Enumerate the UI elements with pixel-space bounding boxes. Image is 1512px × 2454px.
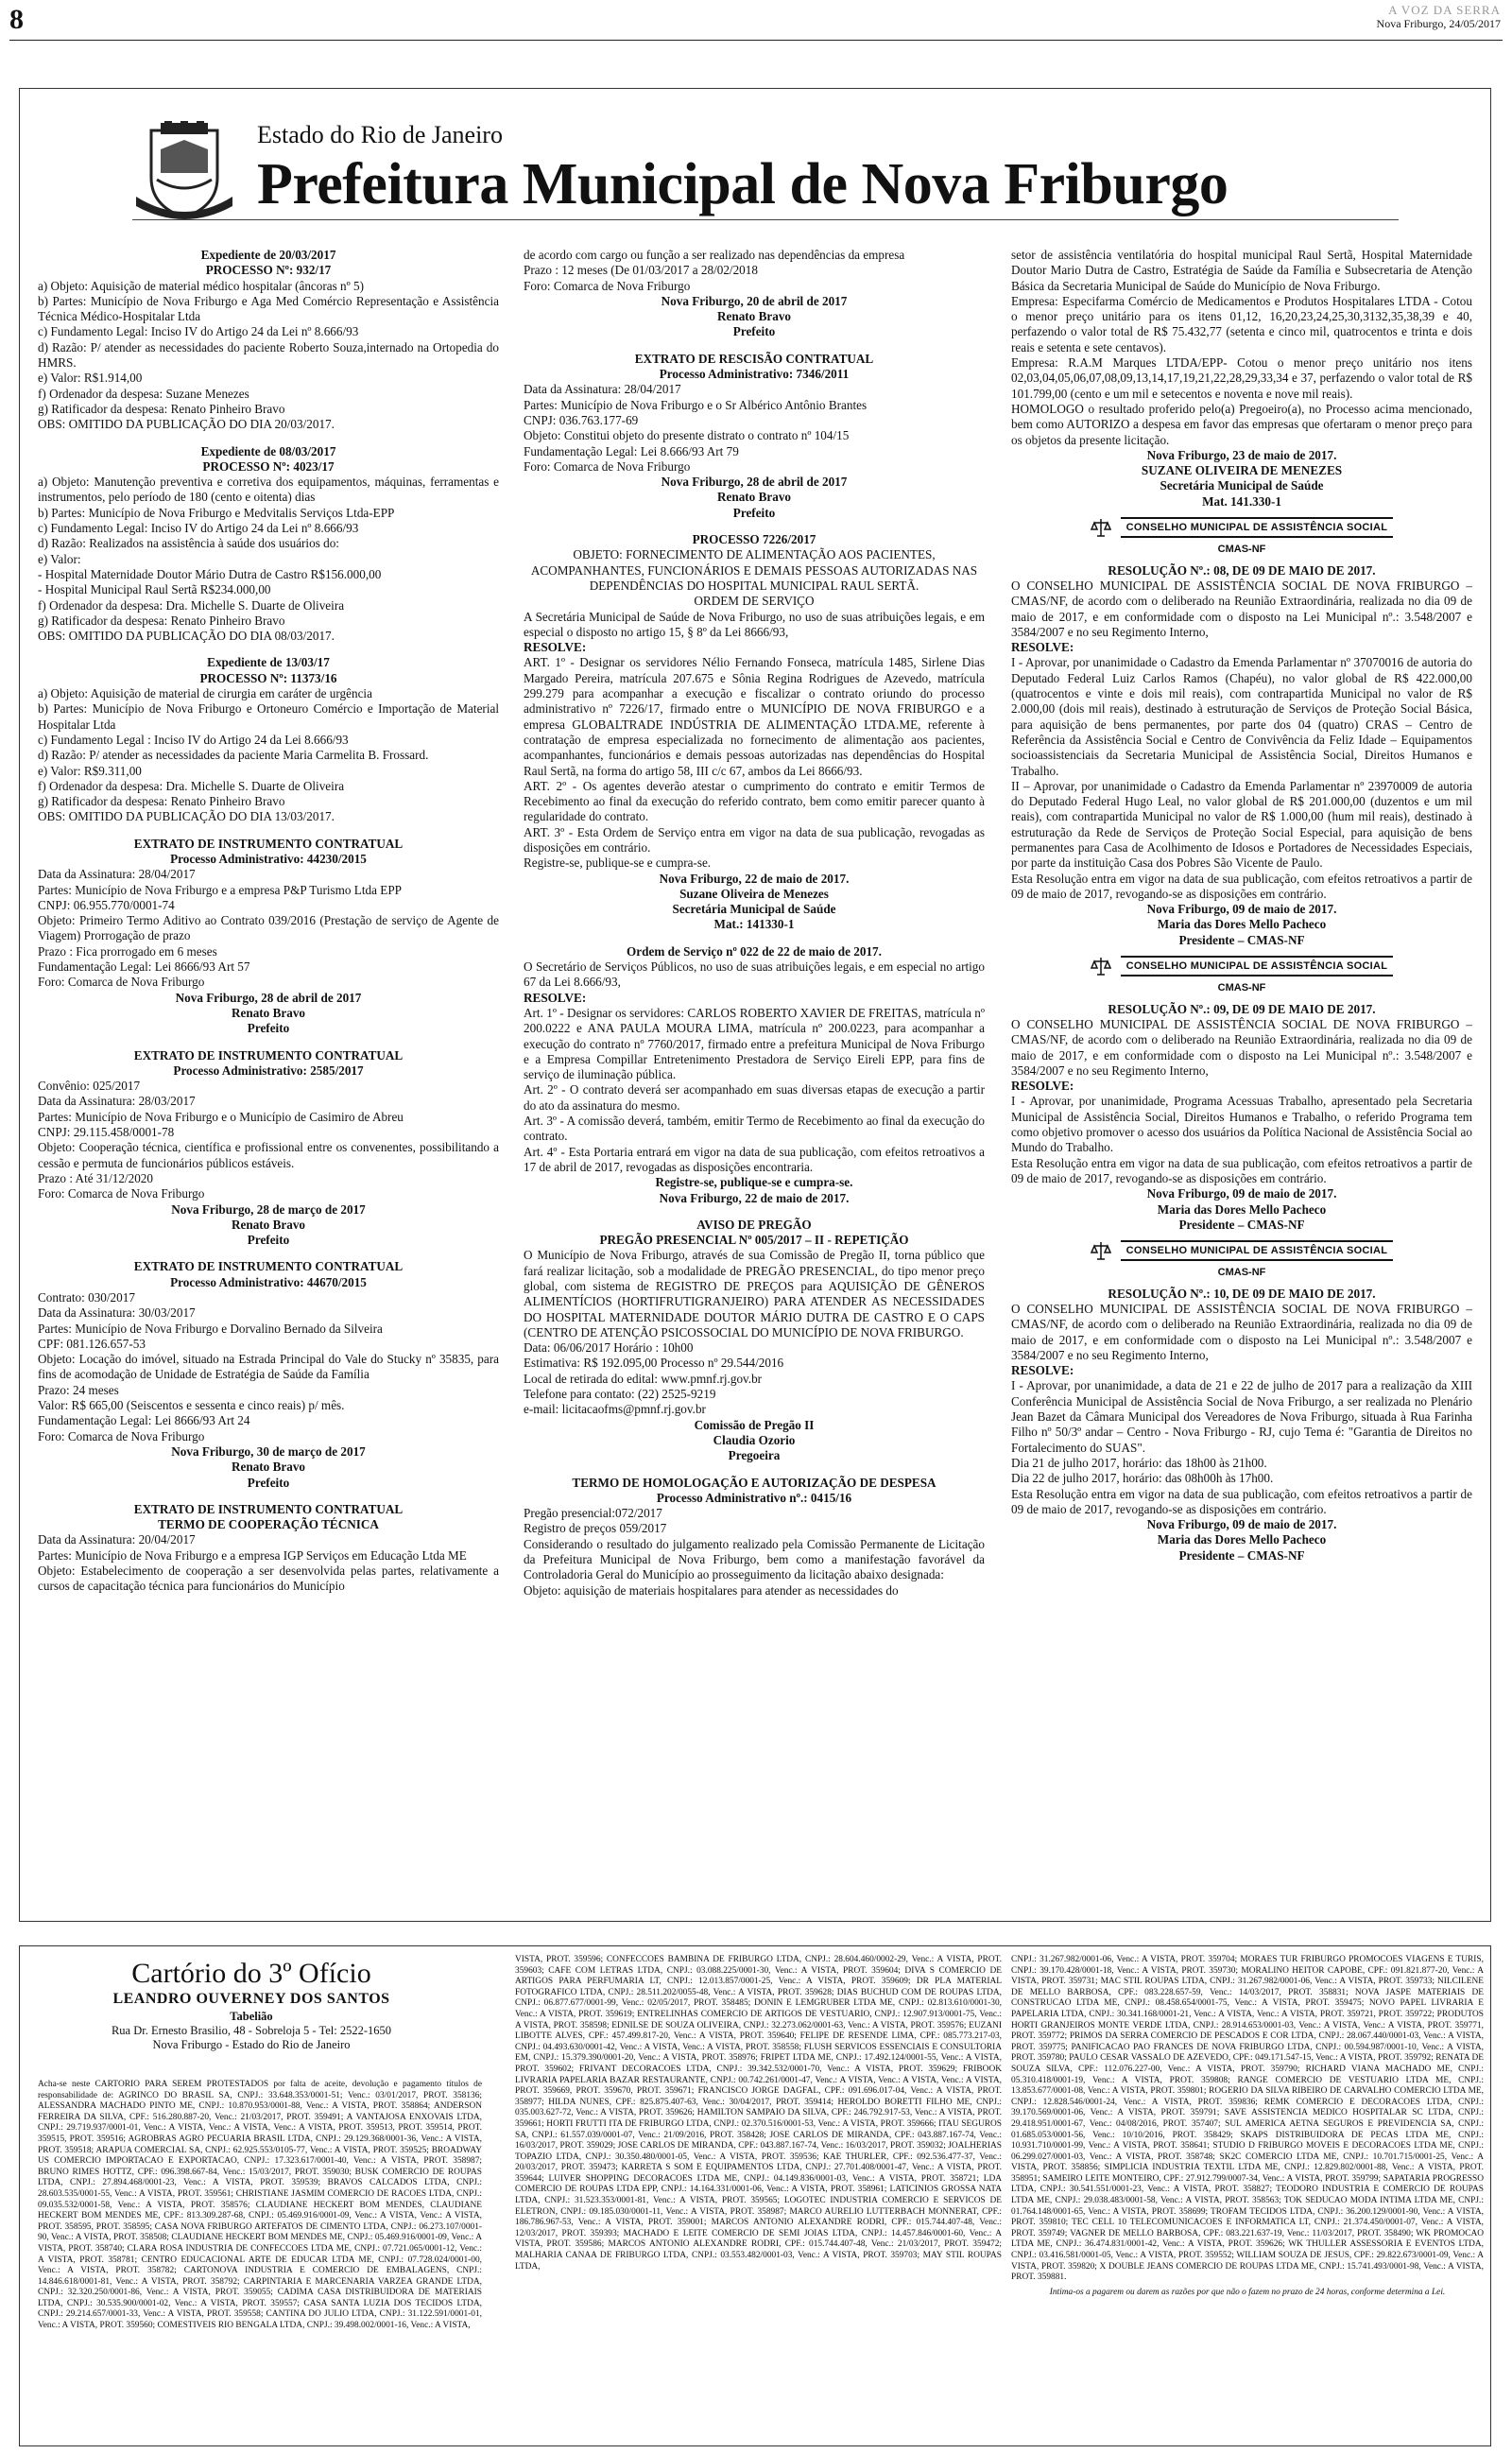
notice-line: Processo Administrativo: 44670/2015 [170,1274,367,1289]
notice-line: Considerando o resultado do julgamento realizado pela Comissão Permanente de Licitação da Prefeitura Municipal de Nova Friburgo, bem como a manifestação favorável da Controladoria Geral do Município ao prosseguimento da licitação abaixo designada: [524,1536,985,1582]
cmas-banner: CONSELHO MUNICIPAL DE ASSISTÊNCIA SOCIAL [1121,1240,1394,1261]
notice-line: Objeto: aquisição de materiais hospitalares para atender as necessidades do [524,1582,899,1598]
notice-line: Valor: R$ 665,00 (Seiscentos e sessenta e cinco reais) p/ mês. [38,1398,345,1413]
notice-line: Prefeito [247,1475,290,1490]
notice-line: Data da Assinatura: 28/04/2017 [524,382,681,397]
cmas-tag: CMAS-NF [1217,1267,1266,1279]
notice-line: Foro: Comarca de Nova Friburgo [38,1186,205,1201]
notice-line: CPF: 081.126.657-53 [38,1336,146,1351]
notice-line: Comissão de Pregão II [694,1417,815,1432]
notice-line: Pregão presencial:072/2017 [524,1506,662,1521]
notice-line: Local de retirada do edital: www.pmnf.rj.gov.br [524,1371,763,1386]
notice-line: Foro: Comarca de Nova Friburgo [38,975,205,990]
notice-line: SUZANE OLIVEIRA DE MENEZES [1141,463,1343,478]
notice-line: Dia 22 de julho 2017, horário: das 08h00h às 17h00. [1011,1471,1274,1486]
notice-line: Maria das Dores Mello Pacheco [1157,1532,1327,1547]
notice-line: c) Fundamento Legal : Inciso IV do Artigo 24 da Lei 8.666/93 [38,732,349,747]
cmas-seal [1011,517,1472,538]
cartorio-role: Tabelião [230,2010,273,2023]
notice-line: A Secretária Municipal de Saúde de Nova Friburgo, no uso de suas atribuições legais, e em especial o disposto no artigo 15, § 8º da Lei 8666/93, [524,609,985,639]
notice-line: Nova Friburgo, 22 de maio de 2017. [659,871,850,886]
notice-line: AVISO DE PREGÃO [696,1217,812,1232]
notice-line: Mat.: 141330-1 [713,917,795,932]
protest-list-column-1 [38,2080,482,2439]
notice-line: I - Aprovar, por unanimidade, Programa Acessuas Trabalho, apresentado pela Secretaria Municipal de Assistência Social, Direitos Humanos e Trabalho, o referido Programa tem como objetivo promover o acesso dos usuários da Política Nacional de Assistência Social ao Mundo do Trabalho. [1011,1094,1472,1155]
notice-line: PROCESSO 7226/2017 [692,532,816,547]
scales-icon [1091,517,1111,538]
resolution-08 [1011,563,1472,948]
notice-line: Prefeito [732,324,776,339]
state-name: Estado do Rio de Janeiro [257,121,503,148]
notice-line: OBJETO: FORNECIMENTO DE ALIMENTAÇÃO AOS PACIENTES, ACOMPANHANTES, FUNCIONÁRIOS E DEMAIS PESSOAS AUTORIZADAS NAS DEPENDÊNCIAS DO HOSPITAL MUNICIPAL RAUL SERTÃ. [530,547,978,593]
notice-line: Registro de preços 059/2017 [524,1521,667,1536]
cartorio-notary-name: LEANDRO OUVERNEY DOS SANTOS [112,1991,390,2007]
page-number: 8 [9,4,24,35]
coat-of-arms-icon [132,121,236,223]
notice-line: Presidente – CMAS-NF [1178,932,1305,947]
notice-line: Prefeito [247,1021,290,1036]
notice-line: O CONSELHO MUNICIPAL DE ASSISTÊNCIA SOCIAL DE NOVA FRIBURGO – CMAS/NF, de acordo com o deliberado na Reunião Extraordinária, realizada no dia 09 de maio de 2017, e em conformidade com o disposto na Lei Municipal nº.: 3.548/2007 e 3584/2007 e no seu Regimento Interno, [1011,578,1472,639]
notice-line: PROCESSO Nº: 932/17 [205,263,332,278]
notice-line: Registre-se, publique-se e cumpra-se. [655,1175,853,1190]
notice-line: Presidente – CMAS-NF [1178,1547,1305,1563]
notice-line: c) Fundamento Legal: Inciso IV do Artigo 24 da Lei nº 8.666/93 [38,324,359,339]
cmas-seal [1011,956,1472,976]
notice-line: b) Partes: Município de Nova Friburgo e Ortoneuro Comércio e Importação de Material Hospitalar Ltda [38,701,499,732]
notice-line: b) Partes: Município de Nova Friburgo e Medvitalis Serviços Ltda-EPP [38,505,395,520]
notice-line: Fundamentação Legal: Lei 8666/93 Art 24 [38,1413,250,1428]
protest-list-column-2 [515,1955,1002,2442]
notice-column-2 [524,248,985,1892]
notice-line: Art. 1º - Designar os servidores: CARLOS ROBERTO XAVIER DE FREITAS, matrícula nº 200.0222 e ANA PAULA MOURA LIMA, matrícula nº 200.0223, para acompanhar a execução do contrato nº 7760/2017, firmado entre a prefeitura Municipal de Nova Friburgo e a Empresa Compillar Entretenimento Prestadora de Serviço Eireli EPP, para fins de serviço de iluminação pública. [524,1005,985,1082]
notice-line: Nova Friburgo, 28 de abril de 2017 [661,475,848,490]
notice-line: O CONSELHO MUNICIPAL DE ASSISTÊNCIA SOCIAL DE NOVA FRIBURGO – CMAS/NF, de acordo com o deliberado na Reunião Extraordinária, realizada no dia 09 de maio de 2017, e em conformidade com o disposto na Lei Municipal nº.: 3.548/2007 e 3584/2007 e no seu Regimento Interno, [1011,1302,1472,1362]
notice-line: Renato Bravo [716,309,792,324]
notice-line: CNPJ: 06.955.770/0001-74 [38,897,175,912]
notice-line: Nova Friburgo, 22 de maio de 2017. [659,1190,850,1205]
notice-line: EXTRATO DE INSTRUMENTO CONTRATUAL [133,836,404,851]
notice-line: Maria das Dores Mello Pacheco [1157,917,1327,932]
notice-line: Nova Friburgo, 28 de abril de 2017 [175,990,362,1005]
notice-line: d) Razão: Realizados na assistência à saúde dos usuários do: [38,536,339,551]
notice-line: Partes: Município de Nova Friburgo e o Município de Casimiro de Abreu [38,1109,404,1124]
notice-line: Objeto: Cooperação técnica, científica e profissional entre os convenentes, possibilitando a cessão e permuta de funcionários públicos estáveis. [38,1140,499,1170]
notice-line: Expediente de 08/03/2017 [200,443,336,458]
notice-line: e) Valor: R$9.311,00 [38,763,142,778]
notice-line: Esta Resolução entra em vigor na data de sua publicação, com efeitos retroativos a partir de 09 de maio de 2017, revogando-se as disposições em contrário. [1011,1486,1472,1516]
notice-line: Prazo : Fica prorrogado em 6 meses [38,943,217,959]
notice-line: EXTRATO DE INSTRUMENTO CONTRATUAL [133,1259,404,1274]
notice-line: PROCESSO Nº: 11373/16 [199,670,337,685]
notice-line: Processo Administrativo: 2585/2017 [173,1063,364,1078]
notice-line: Ordem de Serviço nº 022 de 22 de maio de 2017. [627,943,882,959]
notice-line: a) Objeto: Manutenção preventiva e corretiva dos equipamentos, máquinas, ferramentas e instrumentos, pelo período de 180 (cento e oitenta) dias [38,475,499,505]
newspaper-header [1377,4,1501,30]
scales-icon [1091,956,1111,976]
notice-line: Expediente de 20/03/2017 [200,248,336,262]
notice-line: II – Aprovar, por unanimidade o Cadastro da Emenda Parlamentar nº 23970009 de autoria do Deputado Federal Hugo Leal, no valor global de R$ 201.000,00 (duzentos e um mil reais), com contrapartida Municipal no valor de R$ 1.000,00 (hum mil reais), destinado à estruturação da Rede de Serviços de Proteção Social Especial, para aquisição de bens permanentes para Casa de Acolhimento de Idosos e Portadores de Necessidades Especiais, por parte da instituição Casa dos Pobres São Vicente de Paulo. [1011,778,1472,871]
notice-line: Prefeito [247,1233,290,1248]
notice-line: RESOLVE: [1011,640,1074,655]
notice-column-3 [1011,248,1472,1892]
notice-line: Esta Resolução entra em vigor na data de sua publicação, com efeitos retroativos a partir de 09 de maio de 2017, revogando-se as disposições em contrário. [1011,871,1472,901]
notice-line: Nova Friburgo, 30 de março de 2017 [171,1443,366,1459]
notice-line: Partes: Município de Nova Friburgo e o Sr Albérico Antônio Brantes [524,397,868,412]
notice-line: Presidente – CMAS-NF [1178,1217,1305,1232]
notice-line: ART. 3º - Esta Ordem de Serviço entra em vigor na data de sua publicação, revogadas as disposições em contrário. [524,824,985,855]
notice-line: Fundamentação Legal: Lei 8.666/93 Art 79 [524,443,739,458]
cmas-tag: CMAS-NF [1217,982,1266,994]
notice-line: ART. 1º - Designar os servidores Nélio Fernando Fonseca, matrícula 1485, Sirlene Dias Margado Pereira, matrícula 207.675 e Sônia Regina Rodrigues de Azevedo, matrícula 299.279 para acompanhar a execução e fiscalizar o contrato oriundo do processo administrativo nº 7226/17, firmado entre o MUNICÍPIO DE NOVA FRIBURGO e a empresa GLOBALTRADE INDÚSTRIA DE ALIMENTAÇÃO LTDA.ME, referente à contratação de empresa especializada no fornecimento de alimentação aos pacientes, acompanhantes, funcionários e demais pessoas autorizadas nas dependências do Hospital Raul Sertã, na forma do artigo 58, III c/c 67, ambos da Lei 8666/93. [524,655,985,778]
notice-line: Partes: Município de Nova Friburgo e a empresa P&P Turismo Ltda EPP [38,882,402,897]
notice-line: O Secretário de Serviços Públicos, no uso de suas atribuições legais, e em especial no artigo 67 da Lei 8.666/93, [524,959,985,990]
cartorio-title: Cartório do 3º Ofício [131,1958,371,1989]
notice-line: Prefeito [732,505,776,520]
notice-line: a) Objeto: Aquisição de material médico hospitalar (âncoras nº 5) [38,278,365,293]
resolution-10 [1011,1287,1472,1564]
newspaper-brand: A VOZ DA SERRA [1388,3,1501,17]
notice-line: b) Partes: Município de Nova Friburgo e Aga Med Comércio Representação e Assistência Técnica Médico-Hospitalar Ltda [38,293,499,324]
notice-line: a) Objeto: Aquisição de material de cirurgia em caráter de urgência [38,686,372,701]
notice-line: Art. 3º - A comissão deverá, também, emitir Termo de Recebimento ao final da execução do contrato. [524,1114,985,1144]
notice-line: Foro: Comarca de Nova Friburgo [524,278,691,293]
protest-footer: Intima-os a pagarem ou darem as razões por que não o fazem no prazo de 24 horas, conforme determina a Lei. [1049,2287,1446,2297]
notice-line: Empresa: Especifarma Comércio de Medicamentos e Produtos Hospitalares LTDA - Cotou o menor preço unitário para os itens 01,12, 16,20,23,24,25,30,3132,35,38,39 e 40, perfazendo o valor total de R$ 75.432,77 (setenta e cinco mil, quatrocentos e trinta e dois reais e setenta e sete centavos). [1011,293,1472,354]
notice-line: Registre-se, publique-se e cumpra-se. [524,855,712,871]
notice-line: Suzane Oliveira de Menezes [679,886,829,901]
notice-line: TERMO DE COOPERAÇÃO TÉCNICA [158,1517,379,1532]
notice-line: e) Valor: [38,551,81,566]
notice-line: Objeto: Locação do imóvel, situado na Estrada Principal do Vale do Stucky nº 35835, para fins de acomodação de Unidade de Estratégia de Saúde da Família [38,1352,499,1382]
notice-line: ART. 2º - Os agentes deverão atestar o cumprimento do contrato e emitir Termos de Recebimento ao final da execução do referido contrato, bem como emitir parecer quanto à regularidade do contrato. [524,778,985,824]
homologation-continued [1011,248,1472,510]
notice-line: OBS: OMITIDO DA PUBLICAÇÃO DO DIA 20/03/2017. [38,417,335,432]
notice-line: Nova Friburgo, 09 de maio de 2017. [1146,1186,1337,1201]
protest-list-text: CNPJ.: 31.267.982/0001-06, Venc.: A VISTA, PROT. 359704; MORAES TUR FRIBURGO PROMOCOES VIAGENS E TURIS, CNPJ.: 39.170.428/0001-18, Venc.: A VISTA, PROT. 359730; MORALINO HEITOR CAPOBE, CPF.: 091.821.877-20, Venc.: A VISTA, PROT. 359731; MAC STIL ROUPAS LTDA, CNPJ.: 31.267.982/0001-06, Venc.: A VISTA, PROT. 359733; NILCILENE DE MELLO BARBOSA, CPF.: 083.228.657-59, Venc.: 14/03/2017, PROT. 358831; NOVA JASPE MATERIAIS DE CONSTRUCAO LTDA ME, CNPJ.: 08.458.654/0001-75, Venc.: A VISTA, PROT. 359475; NOVO PAPEL LIVRARIA E PAPELARIA LTDA, CNPJ.: 30.341.168/0001-21, Venc.: A VISTA, Venc.: A VISTA, PROT. 359721, PROT. 359722; PRODUTOS HORTI GRANJEIROS MONTE VERDE LTDA, CNPJ.: 28.914.653/0001-03, Venc.: A VISTA, Venc.: A VISTA, PROT. 359771, PROT. 359772; PRIMOS DA SERRA COMERCIO DE PESCADOS E COR LTDA, CNPJ.: 28.067.440/0001-03, Venc.: A VISTA, PROT. 359775; PANIFICACAO PAO FRANCES DE NOVA FRIBURGO LTDA, CNPJ.: 00.594.987/0001-10, Venc.: A VISTA, PROT. 359780; PAULO CESAR VASSALO DE AZEVEDO, CPF.: 049.171.547-15, Venc.: A VISTA, PROT. 359792; RENATA DE SOUZA SILVA, CPF.: 112.076.227-00, Venc.: A VISTA, PROT. 359790; RICHARD VIANA MACHADO ME, CNPJ.: 05.310.418/0001-19, Venc.: A VISTA, PROT. 359808; RANGE COMERCIO DE VESTUARIO LTDA ME, CNPJ.: 13.853.677/0001-08, Venc.: A VISTA, PROT. 359801; ROGERIO DA SILVA RIBEIRO DE CARVALHO COMERCIO LTDA ME, CNPJ.: 12.828.546/0001-24, Venc.: A VISTA, PROT. 359836; REMK COMERCIO E DECORACOES LTDA, CNPJ.: 39.170.569/0001-06, Venc.: A VISTA, PROT. 359791; SAVE ASSISTENCIA MEDICO HOSPITALAR SC LTDA, CNPJ.: 29.418.951/0001-67, Venc.: 04/08/2016, PROT. 357407; SUL AMERICA AETNA SEGUROS E PREVIDENCIA SA, CNPJ.: 01.685.053/0001-56, Venc.: 10/10/2016, PROT. 358429; SKAPS DISTRIBUIDORA DE PECAS LTDA ME, CNPJ.: 10.931.710/0001-99, Venc.: A VISTA, PROT. 358641; STUDIO D FRIBURGO MOVEIS E DECORACOES LTDA ME, CNPJ.: 06.299.027/0001-03, Venc.: A VISTA, PROT. 358748; SK2C COMERCIO LTDA ME, CNPJ.: 10.701.715/0001-25, Venc.: A VISTA, PROT. 358856; SIMPLICIA INDUSTRIA TEXTIL LTDA ME, CNPJ.: 12.829.802/0001-88, Venc.: A VISTA, PROT. 358951; SAMEIRO LEITE MONTEIRO, CPF.: 27.912.799/0007-34, Venc.: A VISTA, PROT. 359799; SAPATARIA PROGRESSO LTDA, CNPJ.: 30.541.551/0001-23, Venc.: A VISTA, PROT. 358827; TEODORO INDUSTRIA E COMERCIO DE ROUPAS LTDA ME, CNPJ.: 29.038.483/0001-58, Venc.: A VISTA, PROT. 358563; TOK SEDUCAO MODA INTIMA LTDA ME, CNPJ.: 01.764.148/0001-65, Venc.: A VISTA, PROT. 358699; TROFAM TECIDOS LTDA, CNPJ.: 36.200.129/0001-90, Venc.: A VISTA, PROT. 359810; TEC CELL 10 TELECOMUNICACOES E INFORMATICA LT, CNPJ.: 21.374.450/0001-07, Venc.: A VISTA, PROT. 359749; VAGNER DE MELLO BARBOSA, CPF.: 083.221.637-19, Venc.: 11/03/2017, PROT. 358490; WK PROMOCAO LTDA ME, CNPJ.: 36.474.831/0001-42, Venc.: A VISTA, PROT. 359626; WK THULLER ASSESSORIA E EVENTOS LTDA, CNPJ.: 03.416.581/0001-05, Venc.: A VISTA, PROT. 359552; WILLIAM SOUZA DE JESUS, CPF.: 29.822.673/0001-09, Venc.: A VISTA, PROT. 359820; X DOUBLE JEANS COMERCIO DE ROUPAS LTDA ME, CNPJ.: 15.741.493/0001-98, Venc.: A VISTA, PROT. 359881. [1011,1955,1484,2283]
notice-line: EXTRATO DE INSTRUMENTO CONTRATUAL [133,1047,404,1063]
protest-list-text: Acha-se neste CARTÓRIO PARA SEREM PROTESTADOS por falta de aceite, devolução e pagamento títulos de responsabilidade de: AGRINCO DO BRASIL SA, CNPJ.: 33.648.353/0001-51; Venc.: 03/01/2017, PROT. 358136; ALESSANDRA MACHADO PINTO ME, CNPJ.: 10.870.953/0001-88, Venc.: A VISTA, PROT. 358864; ANDERSON FERREIRA DA SILVA, CPF.: 516.280.887-20, Venc.: 21/03/2017, PROT. 359491; A VANTAJOSA ENXOVAIS LTDA, CNPJ.: 29.719.937/0001-01, Venc.: A VISTA, Venc.: A VISTA, Venc.: A VISTA, PROT. 359513, PROT. 359514, PROT. 359515, PROT. 359516; AGROBRAS AGRO PECUARIA BRASIL LTDA, CNPJ.: 29.129.368/0001-36, Venc.: A VISTA, PROT. 359518; ARAPUA COMERCIAL SA, CNPJ.: 62.925.553/0105-77, Venc.: A VISTA, PROT. 359525; BROADWAY US COMERCIO IMPORTACAO E EXPORTACAO, CNPJ.: 17.323.617/0001-40, Venc.: A VISTA, PROT. 358987; BRUNO RIMES HOTTZ, CPF.: 096.398.667-84, Venc.: 15/03/2017, PROT. 359030; BUSK COMERCIO DE ROUPAS LTDA, CNPJ.: 27.894.468/0001-23, Venc.: A VISTA, PROT. 359539; BRAVOS CALCADOS LTDA, CNPJ.: 28.603.535/0001-55, Venc.: A VISTA, PROT. 359561; CHRISTIANE JASMIM COMERCIO DE RACOES LTDA, CNPJ.: 09.035.532/0001-58, Venc.: A VISTA, PROT. 358576; CLAUDIANE HECKERT BOM MENDES, CLAUDIANE HECKERT BOM MENDES ME, CPF.: 813.309.287-68, CNPJ.: 05.469.916/0001-09, Venc.: A VISTA, Venc.: A VISTA, PROT. 358595, PROT. 358595; CASA NOVA FRIBURGO ARTEFATOS DE CIMENTO LTDA, CNPJ.: 06.273.107/0001-90, Venc.: A VISTA, PROT. 358508; CLAUDIANE HECKERT BOM MENDES ME, CNPJ.: 05.469.916/0001-09, Venc.: A VISTA, PROT. 358740; CLARA ROSA INDUSTRIA DE CONFECCOES LTDA ME, CNPJ.: 07.721.065/0001-12, Venc.: A VISTA, PROT. 358781; CENTRO EDUCACIONAL ARTE DE EDUCAR LTDA ME, CNPJ.: 07.728.024/0001-00, Venc.: A VISTA, PROT. 358782; CARTONOVA INDUSTRIA E COMERCIO DE EMBALAGENS, CNPJ.: 14.846.618/0001-81, Venc.: A VISTA, PROT. 358792; CARPINTARIA E MARCENARIA VARZEA GRANDE LTDA, CNPJ.: 32.320.250/0001-86, Venc.: A VISTA, PROT. 359055; CADIMA CASA DISTRIBUIDORA DE MATERIAIS LTDA, CNPJ.: 30.535.900/0001-02, Venc.: A VISTA, PROT. 359557; CASA SANTA LUZIA DOS TECIDOS LTDA, CNPJ.: 29.214.657/0001-33, Venc.: A VISTA, PROT. 359558; CANTINA DO JULIO LTDA, CNPJ.: 31.122.591/0001-01, Venc.: A VISTA, PROT. 359560; COMESTIVEIS RIO BENGALA LTDA, CNPJ.: 39.498.002/0001-16, Venc.: A VISTA, [38,2080,482,2331]
notice-line: CNPJ: 29.115.458/0001-78 [38,1125,175,1140]
cartorio-city: Nova Friburgo - Estado do Rio de Janeiro [152,2038,351,2051]
notice-line: RESOLVE: [524,990,587,1005]
notice-line: Nova Friburgo, 20 de abril de 2017 [661,293,848,308]
notice-line: Foro: Comarca de Nova Friburgo [38,1428,205,1443]
notice-line: c) Fundamento Legal: Inciso IV do Artigo 24 da Lei nº 8.666/93 [38,521,359,536]
notice-line: OBS: OMITIDO DA PUBLICAÇÃO DO DIA 08/03/2017. [38,629,335,644]
cartorio-address: Rua Dr. Ernesto Brasilio, 48 - Sobreloja 5 - Tel: 2522-1650 [111,2024,392,2037]
notice-line: e) Valor: R$1.914,00 [38,371,143,386]
notice-line: Nova Friburgo, 09 de maio de 2017. [1146,902,1337,917]
notice-line: Secretária Municipal de Saúde [672,902,836,917]
notice-line: Art. 2º - O contrato deverá ser acompanhado em suas diversas etapas de execução a partir do ato da assinatura do mesmo. [524,1082,985,1113]
notice-line: RESOLVE: [1011,1079,1074,1094]
notice-line: Art. 4º - Esta Portaria entrará em vigor na data de sua publicação, com efeitos retroativos a 17 de abril de 2017, revogadas as disposições encontraria. [524,1144,985,1174]
notice-line: Processo Administrativo: 7346/2011 [659,367,850,382]
notice-line: Claudia Ozorio [713,1432,796,1447]
notice-line: Maria das Dores Mello Pacheco [1157,1201,1327,1217]
notice-line: f) Ordenador da despesa: Suzane Menezes [38,386,249,401]
notice-line: RESOLVE: [1011,1363,1074,1378]
cmas-banner: CONSELHO MUNICIPAL DE ASSISTÊNCIA SOCIAL [1121,517,1394,538]
notice-line: PREGÃO PRESENCIAL Nº 005/2017 – II - REPETIÇÃO [599,1233,909,1248]
notice-line: Renato Bravo [716,490,792,505]
notice-line: Data: 06/06/2017 Horário : 10h00 [524,1340,694,1356]
cartorio-contact [34,2010,469,2052]
notice-line: Partes: Município de Nova Friburgo e a empresa IGP Serviços em Educação Ltda ME [38,1547,467,1563]
notice-line: - Hospital Municipal Raul Sertã R$234.000,00 [38,582,271,597]
notice-line: RESOLUÇÃO Nº.: 10, DE 09 DE MAIO DE 2017. [1108,1286,1376,1301]
notice-line: de acordo com cargo ou função a ser realizado nas dependências da empresa [524,248,905,262]
notice-line: RESOLUÇÃO Nº.: 08, DE 09 DE MAIO DE 2017. [1108,562,1376,578]
protest-list-column-3 [1011,1955,1484,2442]
notice-line: d) Razão: P/ atender as necessidades da paciente Maria Carmelita B. Frossard. [38,748,429,763]
notice-line: g) Ratificador da despesa: Renato Pinheiro Bravo [38,794,285,809]
notice-line: Nova Friburgo, 09 de maio de 2017. [1146,1517,1337,1532]
notice-line: Foro: Comarca de Nova Friburgo [524,458,691,474]
notice-line: Esta Resolução entra em vigor na data de sua publicação, com efeitos retroativos a partir de 09 de maio de 2017, revogando-se as disposições em contrário. [1011,1155,1472,1185]
notice-line: Objeto: Constitui objeto do presente distrato o contrato nº 104/15 [524,428,850,443]
notice-line: Nova Friburgo, 28 de março de 2017 [171,1201,366,1217]
notice-line: f) Ordenador da despesa: Dra. Michelle S. Duarte de Oliveira [38,597,345,613]
notice-line: PROCESSO Nº: 4023/17 [202,458,335,474]
notice-line: Nova Friburgo, 23 de maio de 2017. [1146,447,1337,462]
notice-line: Renato Bravo [231,1460,306,1475]
notice-line: Contrato: 030/2017 [38,1290,135,1305]
notice-line: RESOLVE: [524,640,587,655]
cmas-tag: CMAS-NF [1217,544,1266,556]
notice-line: Processo Administrativo nº.: 0415/16 [656,1490,852,1505]
notice-line: Secretária Municipal de Saúde [1160,478,1324,493]
masthead-title: Prefeitura Municipal de Nova Friburgo [257,152,1228,216]
notice-line: Empresa: R.A.M Marques LTDA/EPP- Cotou o menor preço unitário nos itens 02,03,04,05,06,07,08,09,13,14,17,19,21,22,28,29,33,34 e 37, perfazendo o valor total de R$ 101.799,00 (cento e um mil e setecentos e noventa e nove mil reais). [1011,355,1472,401]
notice-line: EXTRATO DE INSTRUMENTO CONTRATUAL [133,1501,404,1516]
notice-line: I - Aprovar, por unanimidade o Cadastro da Emenda Parlamentar nº 37070016 de autoria do Deputado Federal Luiz Carlos Ramos (Chapéu), no valor global de R$ 422.000,00 (quatrocentos e vinte e dois mil reais), com contrapartida Municipal no valor de R$ 2.000,00 (dois mil reais), destinado à estruturação de Serviços de Proteção Social Básica, para aquisição de bens permanentes, por parte dos 04 (quatro) CRAS – Centro de Referência da Assistência Social e Centro de Convivência da Feliz Idade – Equipamentos socioassistenciais da Secretaria Municipal de Assistência Social, Direitos Humanos e Trabalho. [1011,655,1472,778]
cmas-banner: CONSELHO MUNICIPAL DE ASSISTÊNCIA SOCIAL [1121,956,1394,976]
notice-column-1 [38,248,499,1892]
resolution-09 [1011,1002,1472,1233]
notice-line: g) Ratificador da despesa: Renato Pinheiro Bravo [38,401,285,416]
notice-line: Data da Assinatura: 28/04/2017 [38,867,196,882]
masthead-divider [132,219,1399,220]
notice-line: RESOLUÇÃO Nº.: 09, DE 09 DE MAIO DE 2017. [1108,1001,1376,1016]
protest-list-text: VISTA, PROT. 359596; CONFECCOES BAMBINA DE FRIBURGO LTDA, CNPJ.: 28.604.460/0002-29, Venc.: A VISTA, PROT. 359603; CAFE COM LETRAS LTDA, CNPJ.: 03.088.225/0001-30, Venc.: A VISTA, PROT. 359604; DIVA S COMERCIO DE ARTIGOS PARA PERFUMARIA LT, CNPJ.: 12.013.857/0001-25, Venc.: A VISTA, PROT. 359609; DR PLA MATERIAL FOTOGRAFICO LTDA, CNPJ.: 28.511.202/0055-48, Venc.: A VISTA, PROT. 359628; DIAS BUCHUD COM DE ROUPAS LTDA, CNPJ.: 06.877.677/0001-99, Venc.: 02/05/2017, PROT. 358485; DONIN E LEMGRUBER LTDA ME, CNPJ.: 02.813.610/0001-30, Venc.: A VISTA, PROT. 359619; ENTRELINHAS COMERCIO DE ARTIGOS DE VESTUARIO, CNPJ.: 12.907.913/0001-75, Venc.: A VISTA, PROT. 358598; EDNILSE DE SOUZA OLIVEIRA, CNPJ.: 32.273.062/0001-63, Venc.: A VISTA, PROT. 359576; EUZANI LIBOTTE ALVES, CPF.: 457.499.817-20, Venc.: A VISTA, PROT. 359640; FELIPE DE RESENDE LIMA, CPF.: 085.773.217-03, CNPJ.: 04.493.630/0001-42, Venc.: A VISTA, Venc.: A VISTA, PROT. 358558; FLUSH SERVICOS ESSENCIAIS E CONSULTORIA EM, CNPJ.: 15.379.390/0001-20, Venc.: A VISTA, PROT. 358976; FRIPET LTDA ME, CNPJ.: 17.492.124/0001-55, Venc.: A VISTA, PROT. 359602; FRIVANT DECORACOES LTDA, CNPJ.: 39.342.532/0001-70, Venc.: A VISTA, PROT. 359629; FRIBOOK LIVRARIA PAPELARIA BAZAR RESTAURANTE, CNPJ.: 00.742.261/0001-47, Venc.: A VISTA, Venc.: A VISTA, Venc.: A VISTA, PROT. 359669, PROT. 359670, PROT. 359671; FRANCISCO JORGE DAGFAL, CPF.: 091.696.017-04, Venc.: A VISTA, PROT. 358977; HILDA NUNES, CPF.: 825.875.407-63, Venc.: 30/04/2017, PROT. 359414; HEROLDO BORETTI FILHO ME, CNPJ.: 035.003.627-72, Venc.: A VISTA, PROT. 359626; HAMILTON SAMPAIO DA SILVA, CPF.: 246.792.917-53, Venc.: A VISTA, PROT. 359661; HORTI FRUTTI ITA DE FRIBURGO LTDA, CNPJ.: 02.370.516/0001-53, Venc.: A VISTA, PROT. 359666; ITAU SEGUROS SA, CNPJ.: 61.557.039/0001-07, Venc.: 21/09/2016, PROT. 358428; JOSE CARLOS DE MIRANDA, CPF.: 043.887.167-74, Venc.: 16/03/2017, PROT. 359029; JOSE CARLOS DE MIRANDA, CPF.: 043.887.167-74, Venc.: 16/03/2017, PROT. 359032; JOALHERIAS TOPAZIO LTDA, CNPJ.: 30.350.480/0001-05, Venc.: A VISTA, PROT. 359536; KAE THURLER, CPF.: 092.536.477-37, Venc.: 20/03/2017, PROT. 359473; KARRETA S SOM E EQUIPAMENTOS LTDA, CNPJ.: 27.701.408/0001-47, Venc.: A VISTA, PROT. 359644; LUIVER SHOPPING DECORACOES LTDA ME, CNPJ.: 04.149.836/0001-03, Venc.: A VISTA, PROT. 358721; LDA COMERCIO DE ROUPAS LTDA EPP, CNPJ.: 14.164.331/0001-06, Venc.: A VISTA, PROT. 358961; LATICINIOS GROSSA NATA LTDA, CNPJ.: 31.523.353/0001-81, Venc.: A VISTA, PROT. 359565; LOGOTEC INDUSTRIA COMERCIO E SERVICOS DE ELETRON, CNPJ.: 09.185.030/0001-11, Venc.: A VISTA, PROT. 358987; MARCO AURELIO LUTTERBACH MONNERAT, CPF.: 186.786.967-53, Venc.: A VISTA, PROT. 359001; MARCOS ANTONIO ALEXANDRE RODRI, CPF.: 015.744.407-48, Venc.: 12/03/2017, PROT. 359393; MACHADO E LEITE COMERCIO DE SEMI JOIAS LTDA, CNPJ.: 14.457.846/0001-60, Venc.: A VISTA, PROT. 359586; MARCOS ANTONIO ALEXANDRE RODRI, CPF.: 015.744.407-48, Venc.: 21/03/2017, PROT. 359472; MALHARIA CANAA DE FRIBURGO LTDA, CNPJ.: 03.553.482/0001-03, Venc.: A VISTA, PROT. 359703; MAY STIL ROUPAS LTDA, [515,1955,1002,2272]
notice-line: f) Ordenador da despesa: Dra. Michelle S. Duarte de Oliveira [38,778,345,793]
header-divider [9,40,1503,41]
notice-line: - Hospital Maternidade Doutor Mário Dutra de Castro R$156.000,00 [38,566,382,581]
notice-line: Fundamentação Legal: Lei 8666/93 Art 57 [38,959,250,975]
notice-line: HOMOLOGO o resultado proferido pelo(a) Pregoeiro(a), no Processo acima mencionado, bem como AUTORIZO a despesa em favor das empresas que ofertaram o menor preço para os objetos da presente licitação. [1011,401,1472,447]
notice-line: Processo Administrativo: 44230/2015 [170,851,367,866]
notice-line: Prazo : Até 31/12/2020 [38,1170,153,1185]
notice-line: Prazo : 12 meses (De 01/03/2017 a 28/02/2018 [524,263,758,278]
notice-line: Renato Bravo [231,1005,306,1020]
notice-line: Estimativa: R$ 192.095,00 Processo nº 29.544/2016 [524,1356,784,1371]
cmas-seal [1011,1240,1472,1261]
notice-line: Partes: Município de Nova Friburgo e Dorvalino Bernado da Silveira [38,1321,383,1336]
notice-line: ORDEM DE SERVIÇO [694,594,815,609]
notice-line: Objeto: Primeiro Termo Aditivo ao Contrato 039/2016 (Prestação de serviço de Agente de Viagem) Prorrogação de prazo [38,913,499,943]
notice-line: TERMO DE HOMOLOGAÇÃO E AUTORIZAÇÃO DE DESPESA [572,1475,936,1490]
notice-line: setor de assistência ventilatória do hospital municipal Raul Sertã, Hospital Maternidade Doutor Mario Dutra de Castro, Estratégia de Saúde da Família e Subsecretaria de Atenção Básica da Secretaria Municipal de Saúde do Município de Nova Friburgo. [1011,248,1472,293]
issue-date: Nova Friburgo, 24/05/2017 [1376,17,1501,30]
notice-line: Dia 21 de julho 2017, horário: das 18h00 às 21h00. [1011,1455,1267,1470]
notice-line: I - Aprovar, por unanimidade, a data de 21 e 22 de julho de 2017 para a realização da XIII Conferência Municipal de Assistência Social de Nova Friburgo, a ser realizada no Plenário Jean Bazet da Câmara Municipal dos Vereadores de Nova Friburgo, situada à Rua Farinha Filho nº 50/3º andar – Centro - Nova Friburgo - RJ, cujo Tema é: "Garantia de Direitos no Fortalecimento do SUAS". [1011,1378,1472,1455]
notice-line: EXTRATO DE RESCISÃO CONTRATUAL [634,351,874,366]
scales-icon [1091,1240,1111,1261]
notice-line: Renato Bravo [231,1217,306,1232]
notice-line: Data da Assinatura: 20/04/2017 [38,1532,196,1547]
notice-line: Expediente de 13/03/17 [207,655,330,670]
notice-line: O Município de Nova Friburgo, através de sua Comissão de Pregão II, torna público que fará realizar licitação, sob a modalidade de PREGÃO PRESENCIAL, do tipo menor preço global, com sistema de REGISTRO DE PREÇOS para AQUISIÇÃO DE GÊNEROS ALIMENTÍCIOS (HORTIFRUTIGRANJEIRO) PARA ATENDER AS NECESSIDADES DO HOSPITAL MATERNIDADE DOUTOR MÁRIO DUTRA DE CASTRO E O CAPS (CENTRO DE ATENÇÃO PSICOSSOCIAL DO MUNICÍPIO DE NOVA FRIBURGO. [524,1248,985,1339]
notice-line: Convênio: 025/2017 [38,1079,141,1094]
notice-line: Objeto: Estabelecimento de cooperação a ser desenvolvida pelas partes, relativamente a cursos de capacitação técnica para funcionários do Município [38,1564,499,1594]
notice-line: Mat. 141.330-1 [1202,493,1281,509]
notice-line: OBS: OMITIDO DA PUBLICAÇÃO DO DIA 13/03/2017. [38,809,335,824]
notice-line: Pregoeira [728,1448,781,1463]
notice-line: O CONSELHO MUNICIPAL DE ASSISTÊNCIA SOCIAL DE NOVA FRIBURGO – CMAS/NF, de acordo com o deliberado na Reunião Extraordinária, realizada no dia 09 de maio de 2017, e em conformidade com o disposto na Lei Municipal nº.: 3.548/2007 e 3584/2007 e no seu Regimento Interno, [1011,1016,1472,1078]
notice-line: Telefone para contato: (22) 2525-9219 [524,1387,716,1402]
notice-line: e-mail: licitacaofms@pmnf.rj.gov.br [524,1402,706,1417]
notice-line: Prazo: 24 meses [38,1382,119,1397]
notice-line: CNPJ: 036.763.177-69 [524,412,639,427]
notice-line: g) Ratificador da despesa: Renato Pinheiro Bravo [38,613,285,628]
notice-line: d) Razão: P/ atender as necessidades do paciente Roberto Souza,internado na Ortopedia do HMRS. [38,339,499,371]
notice-line: Data da Assinatura: 30/03/2017 [38,1305,196,1321]
notice-line: Data da Assinatura: 28/03/2017 [38,1094,196,1109]
